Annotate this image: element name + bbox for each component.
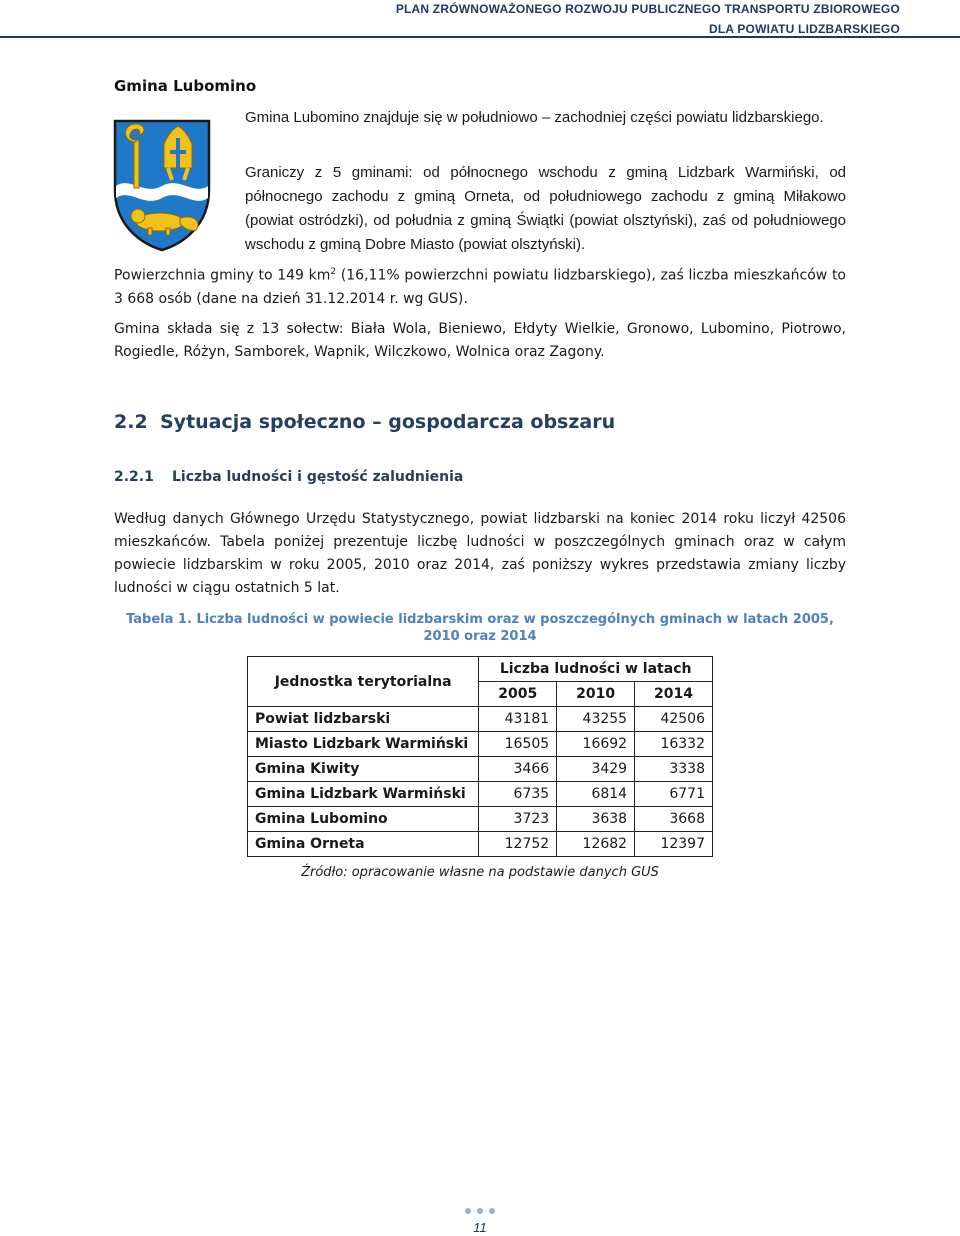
paragraph-location: Gmina Lubomino znajduje się w południowo – zachodniej części powiatu lidzbarskiego. — [245, 109, 824, 126]
column-group-header: Liczba ludności w latach — [479, 657, 713, 682]
row-label: Gmina Lubomino — [248, 807, 479, 832]
table-cell: 3638 — [557, 807, 635, 832]
coat-of-arms-icon — [112, 118, 212, 252]
paragraph-villages: Gmina składa się z 13 sołectw: Biała Wola, Bieniewo, Ełdyty Wielkie, Gronowo, Lubomino, Piotrowo, Rogiedle, Różyn, Samborek, Wapnik, Wilczkowo, Wolnica oraz Zagony. — [114, 321, 846, 360]
population-table — [247, 656, 713, 857]
table-cell: 12397 — [635, 832, 713, 857]
table-row — [248, 807, 713, 832]
table-cell: 3466 — [479, 757, 557, 782]
gmina-title: Gmina Lubomino — [114, 77, 257, 95]
document-header-subtitle: DLA POWIATU LIDZBARSKIEGO — [709, 22, 900, 36]
table-source: Źródło: opracowanie własne na podstawie danych GUS — [301, 865, 659, 880]
table-cell: 16332 — [635, 732, 713, 757]
row-label: Gmina Orneta — [248, 832, 479, 857]
table-row — [248, 732, 713, 757]
column-header-unit: Jednostka terytorialna — [248, 657, 479, 707]
row-label: Gmina Kiwity — [248, 757, 479, 782]
area-text-end: (16,11% powierzchni powiatu lidzbarskiego), zaś liczba mieszkańców to 3 668 osób (dane na dzień 31.12.2014 r. wg GUS). — [114, 267, 847, 307]
heading-2-2-1-number: 2.2.1 — [114, 469, 154, 485]
table-cell: 6735 — [479, 782, 557, 807]
table-cell: 3723 — [479, 807, 557, 832]
header-rule — [0, 36, 960, 38]
paragraph-borders: Graniczy z 5 gminami: od północnego wschodu z gminą Lidzbark Warmiński, od północnego zachodu z gminą Orneta, od południowego zachodu z gminą Miłakowo (powiat ostródzki), od południa z gminą Świątki (powiat olsztyński), zaś od południowego wschodu z gminą Dobre Miasto (powiat olsztyński). — [245, 164, 846, 253]
table-cell: 43181 — [479, 707, 557, 732]
row-label: Gmina Lidzbark Warmiński — [248, 782, 479, 807]
table-cell: 43255 — [557, 707, 635, 732]
page-dots-icon — [463, 1206, 497, 1216]
heading-2-2-text: Sytuacja społeczno – gospodarcza obszaru — [160, 411, 616, 433]
table-cell: 12752 — [479, 832, 557, 857]
table-caption: Tabela 1. Liczba ludności w powiecie lidzbarskim oraz w poszczególnych gminach w latach 2005, 2010 oraz 2014 — [126, 612, 834, 644]
year-header: 2005 — [479, 682, 557, 707]
document-header-title: PLAN ZRÓWNOWAŻONEGO ROZWOJU PUBLICZNEGO TRANSPORTU ZBIOROWEGO — [395, 2, 900, 16]
heading-2-2-1 — [114, 469, 463, 485]
table-cell: 3429 — [557, 757, 635, 782]
heading-2-2 — [114, 411, 615, 433]
year-header: 2014 — [635, 682, 713, 707]
table-cell: 16505 — [479, 732, 557, 757]
table-row — [248, 707, 713, 732]
area-unit-superscript: 2 — [330, 267, 337, 277]
heading-2-2-1-text: Liczba ludności i gęstość zaludnienia — [172, 469, 464, 485]
table-cell: 16692 — [557, 732, 635, 757]
area-text-start: Powierzchnia gminy to 149 km — [114, 267, 331, 284]
row-label: Powiat lidzbarski — [248, 707, 479, 732]
heading-2-2-number: 2.2 — [114, 411, 148, 433]
table-header-row — [248, 657, 713, 682]
table-cell: 3338 — [635, 757, 713, 782]
table-cell: 12682 — [557, 832, 635, 857]
table-row — [248, 757, 713, 782]
page-number: 11 — [473, 1220, 487, 1235]
paragraph-population: Według danych Głównego Urzędu Statystycznego, powiat lidzbarski na koniec 2014 roku liczył 42506 mieszkańców. Tabela poniżej prezentuje liczbę ludności w poszczególnych gminach oraz w całym powiecie lidzbarskim w roku 2005, 2010 oraz 2014, zaś poniższy wykres przedstawia zmiany liczby ludności w ciągu ostatnich 5 lat. — [114, 511, 846, 596]
table-row — [248, 782, 713, 807]
year-header: 2010 — [557, 682, 635, 707]
table-cell: 6771 — [635, 782, 713, 807]
paragraph-area — [114, 261, 846, 311]
table-cell: 3668 — [635, 807, 713, 832]
row-label: Miasto Lidzbark Warmiński — [248, 732, 479, 757]
table-row — [248, 832, 713, 857]
table-cell: 42506 — [635, 707, 713, 732]
table-cell: 6814 — [557, 782, 635, 807]
